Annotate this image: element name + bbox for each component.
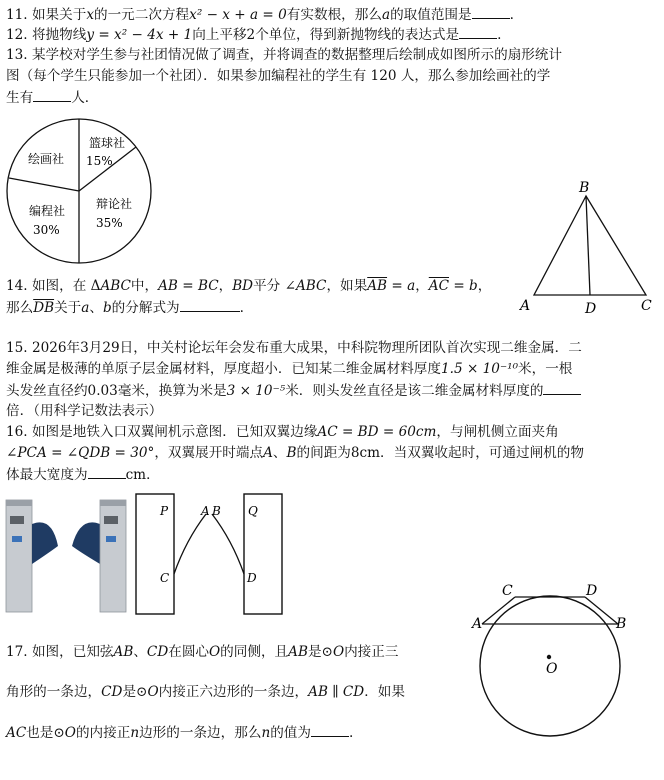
- gate-point-p: P: [160, 504, 169, 518]
- question-13-line3: 生有 人．: [6, 87, 98, 108]
- question-14-line2: 那么$\overline{DB}$关于a、b的分解式为 .: [6, 297, 244, 318]
- left-gate-panel: [136, 494, 174, 614]
- chord-ac: [482, 597, 515, 624]
- question-15-line3: 头发丝直径约0.03毫米，换算为米是3 × 10⁻⁵米．则头发丝直径是该二维金属材料厚度的: [6, 380, 581, 401]
- pie-label-debate: 辩论社: [96, 197, 133, 211]
- left-wing-ac: [174, 514, 206, 574]
- question-16-line3: 体最大宽度为 cm．: [6, 464, 160, 485]
- point-a: A: [520, 298, 531, 314]
- question-13-line1: 13. 某学校对学生参与社团情况做了调查，并将调查的数据整理后绘制成如图所示的扇形统计: [6, 47, 563, 63]
- gate-point-q: Q: [248, 504, 258, 518]
- question-12: 12. 将抛物线y = x² − 4x + 1向上平移2个单位，得到新抛物线的表达式是 .: [6, 24, 501, 45]
- gate-point-c: C: [160, 571, 170, 585]
- circle-figure: [470, 580, 630, 740]
- question-13-line2: 图（每个学生只能参加一个社团）．如果参加编程社的学生有 120 人，那么参加绘画社的学: [6, 68, 551, 84]
- answer-blank-11[interactable]: [472, 4, 510, 19]
- circle-point-d: D: [586, 583, 598, 599]
- answer-blank-16[interactable]: [88, 464, 126, 479]
- segment-bd: [586, 196, 590, 295]
- gate-point-b: B: [212, 504, 221, 518]
- answer-blank-12[interactable]: [459, 24, 497, 39]
- answer-blank-14[interactable]: [180, 297, 240, 312]
- point-d: D: [585, 301, 597, 317]
- pie-chart: [4, 116, 154, 266]
- chord-bd: [585, 597, 618, 624]
- question-16-line1: 16. 如图是地铁入口双翼闸机示意图．已知双翼边缘AC = BD = 60cm，与闸机侧立面夹角: [6, 424, 559, 440]
- gate-schematic: [134, 492, 286, 618]
- question-15-line2: 维金属是极薄的单原子层金属材料，厚度超小．已知某二维金属材料厚度1.5 × 10⁻¹⁰米，一根: [6, 361, 573, 377]
- pie-pct-debate: 35%: [96, 216, 123, 230]
- pie-label-basketball: 篮球社: [89, 136, 126, 150]
- answer-blank-13[interactable]: [33, 87, 71, 102]
- question-16-line2: ∠PCA = ∠QDB = 30°，双翼展开时端点A、B的间距为8cm．当双翼收起时，可通过闸机的物: [6, 445, 584, 461]
- answer-blank-17[interactable]: [311, 722, 349, 737]
- point-c: C: [641, 298, 652, 314]
- triangle-figure: [518, 178, 660, 318]
- pie-label-programming: 编程社: [29, 204, 66, 218]
- pie-pct-basketball: 15%: [86, 154, 113, 168]
- question-17-line3: AC也是⊙O的内接正n边形的一条边，那么n的值为 .: [6, 722, 353, 744]
- gate-point-d: D: [247, 571, 257, 585]
- answer-blank-15[interactable]: [543, 380, 581, 395]
- circle-point-c: C: [502, 583, 513, 599]
- circle-point-b: B: [616, 616, 627, 632]
- question-11: 11. 如果关于x的一元二次方程x² − x + a = 0有实数根，那么a的取值范围是 .: [6, 4, 514, 25]
- question-15-line4: 倍．（用科学记数法表示）: [6, 403, 163, 419]
- gate-photo: [4, 494, 128, 616]
- question-17-line2: 角形的一条边，CD是⊙O内接正六边形的一条边，AB ∥ CD．如果: [6, 684, 405, 700]
- question-14-line1: 14. 如图，在 ΔABC中，AB = BC，BD平分 ∠ABC，如果$\overline{AB} = a$，$\overline{AC} = b$，: [6, 278, 492, 294]
- circle-point-o: O: [546, 661, 558, 677]
- question-15-line1: 15. 2026年3月29日，中关村论坛年会发布重大成果，中科院物理所团队首次实现二维金属．二: [6, 340, 582, 356]
- gate-point-a: A: [201, 504, 210, 518]
- center-point: [547, 655, 551, 659]
- point-b: B: [579, 180, 590, 196]
- question-17-line1: 17. 如图，已知弦AB、CD在圆心O的同侧，且AB是⊙O内接正三: [6, 644, 399, 660]
- pie-label-painting: 绘画社: [28, 152, 65, 166]
- pie-pct-programming: 30%: [33, 223, 60, 237]
- right-wing-bd: [212, 514, 244, 574]
- circle-point-a: A: [472, 616, 483, 632]
